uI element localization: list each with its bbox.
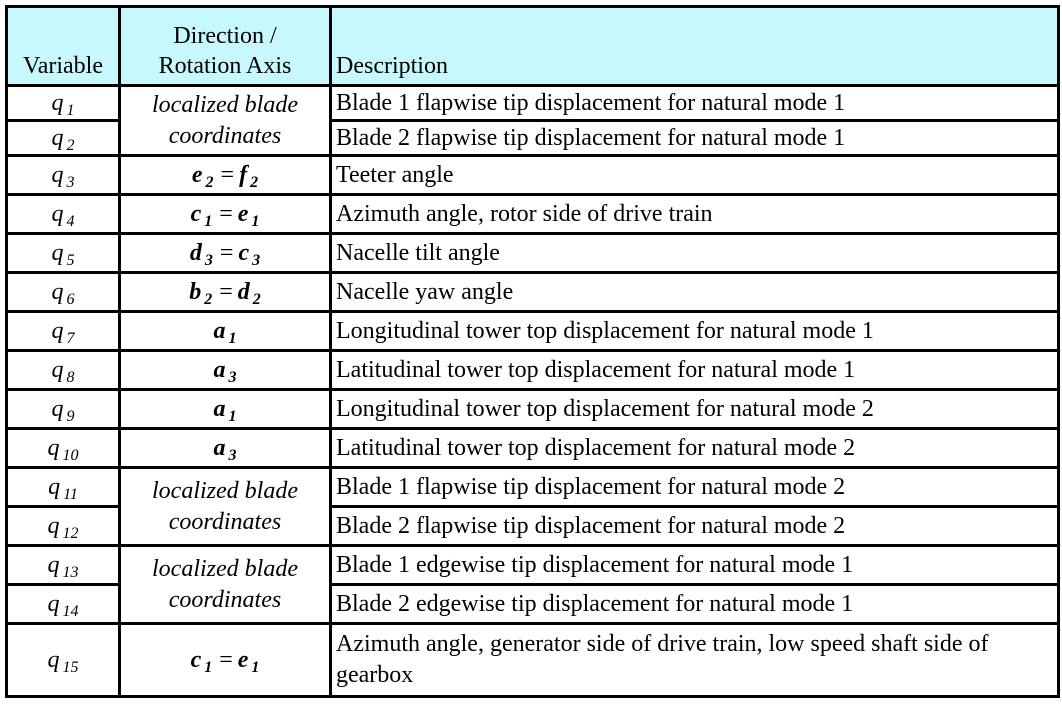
description-cell: Blade 1 edgewise tip displacement for natural mode 1 [331,546,1059,585]
axis-cell: c $_1$ = e $_1$ [120,624,331,697]
variable-cell: q $_{15}$ [7,624,120,697]
table-row [7,351,1059,390]
header-variable-label: Variable [23,53,103,80]
variable-cell: q $_{12}$ [7,507,120,546]
table-row [7,273,1059,312]
table-row [7,86,1059,121]
header-axis-line1: Direction / [173,22,277,49]
description-cell: Blade 2 flapwise tip displacement for natural mode 2 [331,507,1059,546]
axis-cell: a $_1$ [120,390,331,429]
table-row [7,429,1059,468]
axis-cell: c $_1$ = e $_1$ [120,195,331,234]
table-row [7,546,1059,585]
variable-cell: q $_2$ [7,121,120,156]
axis-cell: localized blade coordinates [120,468,331,546]
header-description-label: Description [336,53,448,80]
axis-cell: a $_1$ [120,312,331,351]
variable-cell: q $_4$ [7,195,120,234]
table-row [7,624,1059,697]
description-cell: Nacelle tilt angle [331,234,1059,273]
axis-cell: e $_2$ = f $_2$ [120,156,331,195]
table-row [7,312,1059,351]
table-header [7,7,1059,86]
table-row [7,195,1059,234]
axis-cell: a $_3$ [120,351,331,390]
description-cell: Latitudinal tower top displacement for natural mode 1 [331,351,1059,390]
description-cell: Longitudinal tower top displacement for natural mode 1 [331,312,1059,351]
variable-cell: q $_1$ [7,86,120,121]
header-variable [7,7,120,86]
description-cell: Blade 2 edgewise tip displacement for natural mode 1 [331,585,1059,624]
header-row [7,7,1059,86]
variable-cell: q $_9$ [7,390,120,429]
description-cell: Azimuth angle, generator side of drive train, low speed shaft side of gearbox [331,624,1059,697]
axis-cell: localized blade coordinates [120,546,331,624]
table-row [7,156,1059,195]
description-cell: Azimuth angle, rotor side of drive train [331,195,1059,234]
variable-cell: q $_{10}$ [7,429,120,468]
axis-cell: a $_3$ [120,429,331,468]
table-row [7,234,1059,273]
header-description [331,7,1059,86]
axis-cell: b $_2$ = d $_2$ [120,273,331,312]
description-cell: Teeter angle [331,156,1059,195]
header-axis-line2: Rotation Axis [158,53,292,80]
variable-cell: q $_3$ [7,156,120,195]
description-cell: Blade 1 flapwise tip displacement for natural mode 2 [331,468,1059,507]
variable-cell: q $_{13}$ [7,546,120,585]
description-cell: Blade 2 flapwise tip displacement for natural mode 1 [331,121,1059,156]
header-axis [120,7,331,86]
description-cell: Nacelle yaw angle [331,273,1059,312]
variable-cell: q $_8$ [7,351,120,390]
description-cell: Latitudinal tower top displacement for natural mode 2 [331,429,1059,468]
variable-cell: q $_{11}$ [7,468,120,507]
dof-table [5,5,1060,698]
table-row [7,390,1059,429]
variable-cell: q $_7$ [7,312,120,351]
table-row [7,468,1059,507]
variable-cell: q $_5$ [7,234,120,273]
table-body [7,86,1059,697]
axis-cell: d $_3$ = c $_3$ [120,234,331,273]
axis-cell: localized blade coordinates [120,86,331,156]
description-cell: Blade 1 flapwise tip displacement for natural mode 1 [331,86,1059,121]
description-cell: Longitudinal tower top displacement for natural mode 2 [331,390,1059,429]
variable-cell: q $_6$ [7,273,120,312]
variable-cell: q $_{14}$ [7,585,120,624]
